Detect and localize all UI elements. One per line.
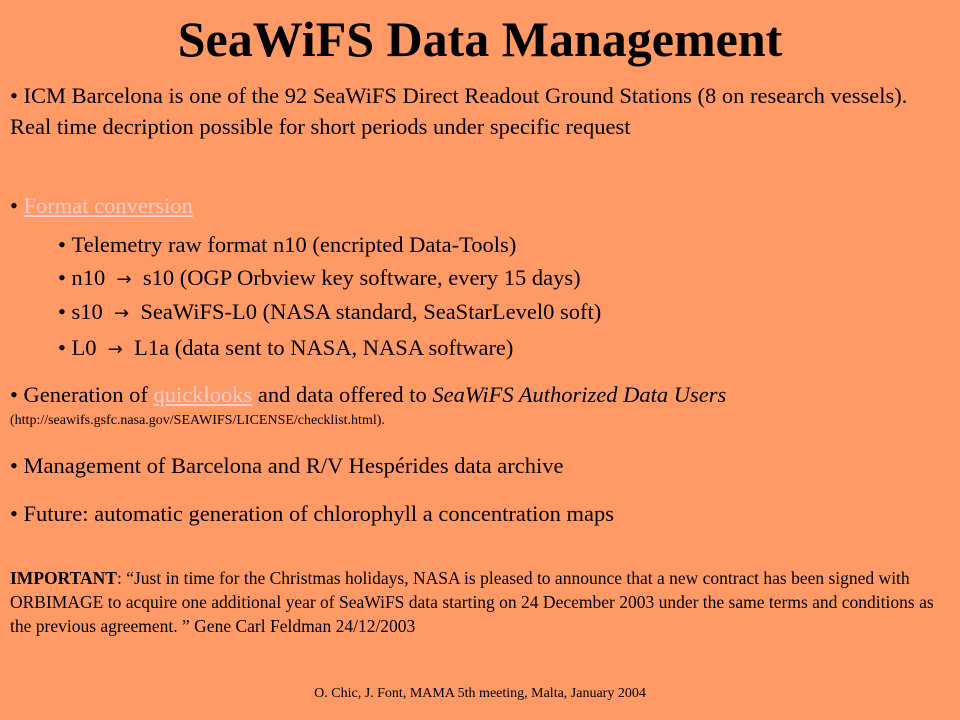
- arrow-right-icon: →: [114, 303, 130, 324]
- important-label: IMPORTANT: [10, 568, 117, 588]
- page-title: SeaWiFS Data Management: [177, 11, 783, 67]
- bullet-future: • Future: automatic generation of chlorophyll a concentration maps: [10, 501, 614, 526]
- bullet-format-conversion: • Format conversion: [10, 193, 193, 218]
- format-conversion-link[interactable]: Format conversion: [23, 193, 193, 218]
- footer-credits: O. Chic, J. Font, MAMA 5th meeting, Malta, January 2004: [314, 686, 646, 701]
- important-text: : “Just in time for the Christmas holidays, NASA is pleased to announce that a new contract has been signed with ORBIMAGE to acquire one additional year of SeaWiFS data starting on 24 December 2003 under the same terms and conditions as the previous agreement. ” Gene Carl Feldman 24/12/2003: [10, 568, 934, 636]
- quicklooks-link[interactable]: quicklooks: [153, 382, 253, 407]
- bullet-marker: •: [10, 83, 24, 108]
- authorized-users-text: SeaWiFS Authorized Data Users: [432, 382, 727, 407]
- bullet-text: ICM Barcelona is one of the 92 SeaWiFS Direct Readout Ground Stations (8 on research vessels). Real time decription possible for short periods under specific request: [10, 83, 908, 139]
- important-notice: [10, 566, 940, 638]
- arrow-right-icon: →: [116, 269, 132, 290]
- bullet-ground-stations: [10, 80, 910, 142]
- sub-bullet-s10: • s10 → SeaWiFS-L0 (NASA standard, SeaStarLevel0 soft): [58, 299, 602, 324]
- sub-bullet-telemetry: • Telemetry raw format n10 (encripted Data-Tools): [58, 232, 517, 257]
- bullet-quicklooks: • Generation of quicklooks and data offered to SeaWiFS Authorized Data Users: [10, 382, 727, 407]
- bullet-archive: • Management of Barcelona and R/V Hespérides data archive: [10, 453, 564, 478]
- sub-bullet-l0: • L0 → L1a (data sent to NASA, NASA software): [58, 335, 514, 360]
- sub-bullet-n10: • n10 → s10 (OGP Orbview key software, every 15 days): [58, 265, 581, 290]
- arrow-right-icon: →: [107, 339, 123, 360]
- license-url: (http://seawifs.gsfc.nasa.gov/SEAWIFS/LICENSE/checklist.html).: [10, 413, 385, 428]
